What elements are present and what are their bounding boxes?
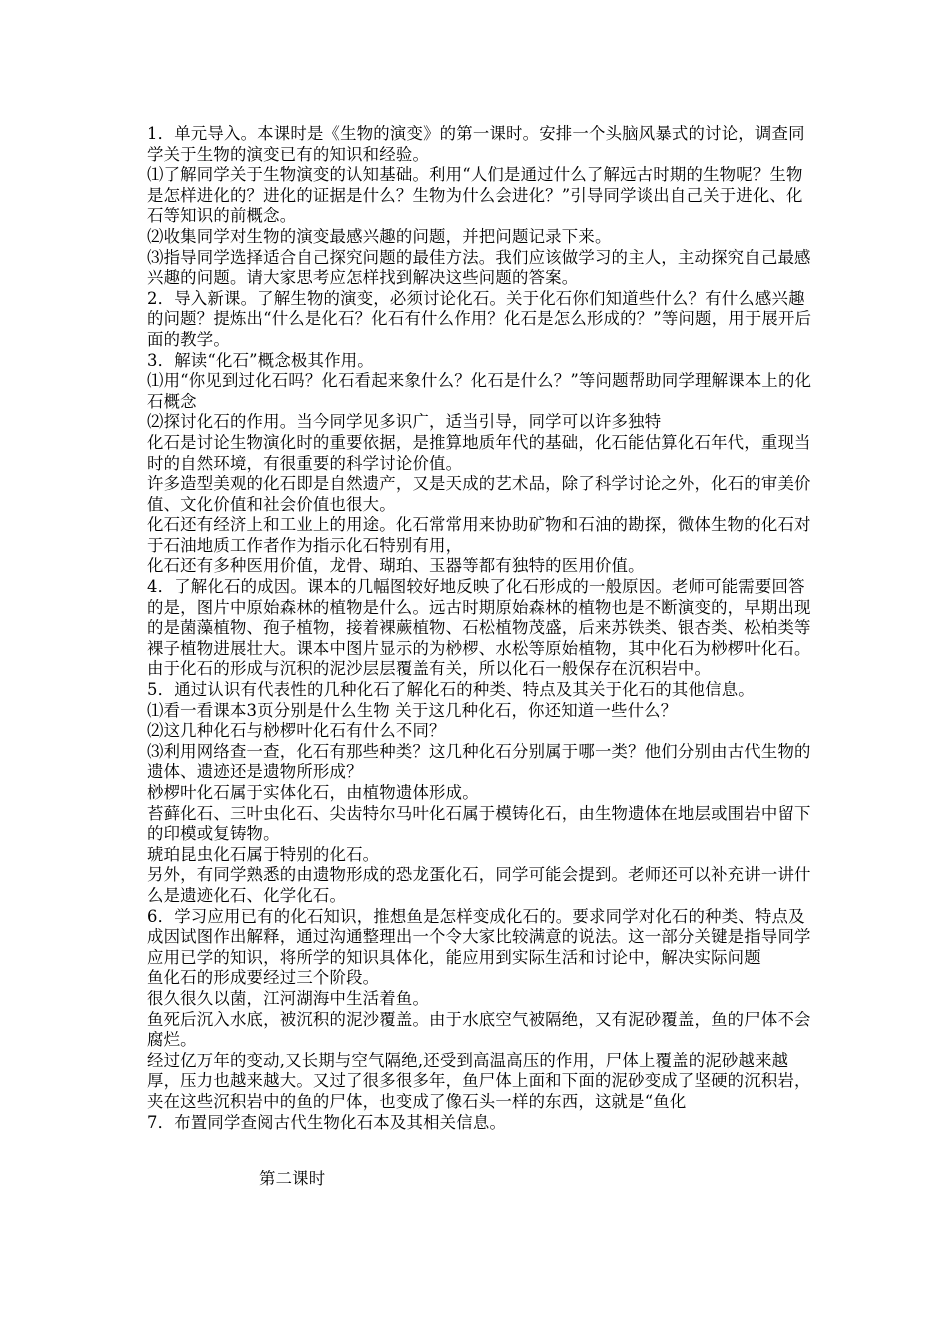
paragraph: 琥珀昆虫化石属于特别的化石。	[147, 844, 380, 864]
paragraph: 许多造型美观的化石即是自然遗产，又是天成的艺术品，除了科学讨论之外，化石的审美价值、文化价值和社会价值也很大。	[147, 474, 811, 514]
paragraph-list	[147, 124, 812, 1133]
paragraph: 1．单元导入。本课时是《生物的演变》的第一课时。安排一个头脑风暴式的讨论，调查同学关于生物的演变已有的知识和经验。	[147, 124, 805, 164]
paragraph: ⑶指导同学选择适合自己探究问题的最佳方法。我们应该做学习的主人，主动探究自己最感兴趣的问题。请大家思考应怎样找到解决这些问题的答案。	[147, 247, 811, 288]
paragraph: 3．解读“化石”概念极其作用。	[147, 350, 374, 370]
paragraph: 6．学习应用已有的化石知识，推想鱼是怎样变成化石的。要求同学对化石的种类、特点及成因试图作出解释，通过沟通整理出一个令大家比较满意的说法。这一部分关键是指导同学应用已学的知识，将所学的知识具体化，能应用到实际生活和讨论中，解决实际问题	[147, 906, 811, 967]
paragraph: 4．了解化石的成因。课本的几幅图较好地反映了化石形成的一般原因。老师可能需要回答的是，图片中原始森林的植物是什么。远古时期原始森林的植物也是不断演变的，早期出现的是菌藻植物、孢子植物，接着裸蕨植物、石松植物茂盛，后来苏铁类、银杏类、松柏类等裸子植物进展壮大。课本中图片显示的为桫椤、水松等原始植物，其中化石为桫椤叶化石。由于化石的形成与沉积的泥沙层层覆盖有关，所以化石一般保存在沉积岩中。	[147, 577, 811, 679]
paragraph: 2．导入新课。了解生物的演变，必须讨论化石。关于化石你们知道些什么？有什么感兴趣的问题？提炼出“什么是化石？化石有什么作用？化石是怎么形成的？”等问题，用于展开后面的教学。	[147, 288, 812, 349]
paragraph: 苔藓化石、三叶虫化石、尖齿特尔马叶化石属于模铸化石，由生物遗体在地层或围岩中留下的印模或复铸物。	[147, 803, 811, 844]
paragraph: ⑴看一看课本3页分别是什么生物 关于这几种化石，你还知道一些什么？	[147, 700, 678, 720]
paragraph: ⑵这几种化石与桫椤叶化石有什么不同？	[147, 721, 446, 741]
paragraph: ⑵探讨化石的作用。当今同学见多识广，适当引导，同学可以许多独特	[147, 412, 662, 432]
paragraph: 很久很久以菌，江河湖海中生活着鱼。	[147, 988, 430, 1008]
paragraph: 另外，有同学熟悉的由遗物形成的恐龙蛋化石，同学可能会提到。老师还可以补充讲一讲什么是遗迹化石、化学化石。	[147, 865, 811, 905]
paragraph: 鱼化石的形成要经过三个阶段。	[147, 968, 380, 988]
document-body	[147, 124, 812, 1189]
section-heading: 第二课时	[259, 1169, 326, 1189]
paragraph: 鱼死后沉入水底，被沉积的泥沙覆盖。由于水底空气被隔绝，又有泥砂覆盖，鱼的尸体不会腐烂。	[147, 1009, 811, 1050]
paragraph: ⑴了解同学关于生物演变的认知基础。利用“人们是通过什么了解远古时期的生物呢？生物是怎样进化的？进化的证据是什么？生物为什么会进化？”引导同学谈出自己关于进化、化石等知识的前概念。	[147, 165, 803, 226]
paragraph: 化石还有多种医用价值，龙骨、瑚珀、玉器等都有独特的医用价值。	[147, 556, 645, 576]
paragraph: 化石是讨论生物演化时的重要依据，是推算地质年代的基础，化石能估算化石年代，重现当时的自然环境，有很重要的科学讨论价值。	[147, 432, 811, 473]
paragraph: 7．布置同学查阅古代生物化石本及其相关信息。	[147, 1112, 507, 1132]
paragraph: ⑴用“你见到过化石吗？化石看起来象什么？化石是什么？”等问题帮助同学理解课本上的化石概念	[147, 371, 812, 411]
paragraph: 桫椤叶化石属于实体化石，由植物遗体形成。	[147, 783, 479, 802]
paragraph: ⑵收集同学对生物的演变最感兴趣的问题，并把问题记录下来。	[147, 226, 612, 246]
paragraph: ⑶利用网络查一查，化石有那些种类？这几种化石分别属于哪一类？他们分别由古代生物的遗体、遗迹还是遗物所形成？	[147, 741, 811, 782]
paragraph: 化石还有经济上和工业上的用途。化石常常用来协助矿物和石油的勘探，微体生物的化石对于石油地质工作者作为指示化石特别有用，	[147, 515, 811, 555]
paragraph: 5．通过认识有代表性的几种化石了解化石的种类、特点及其关于化石的其他信息。	[147, 680, 755, 700]
paragraph: 经过亿万年的变动,又长期与空气隔绝,还受到高温高压的作用，尸体上覆盖的泥砂越来越厚，压力也越来越大。又过了很多很多年，鱼尸体上面和下面的泥砂变成了坚硬的沉积岩，夹在这些沉积岩中的鱼的尸体，也变成了像石头一样的东西，这就是“鱼化	[147, 1050, 811, 1111]
